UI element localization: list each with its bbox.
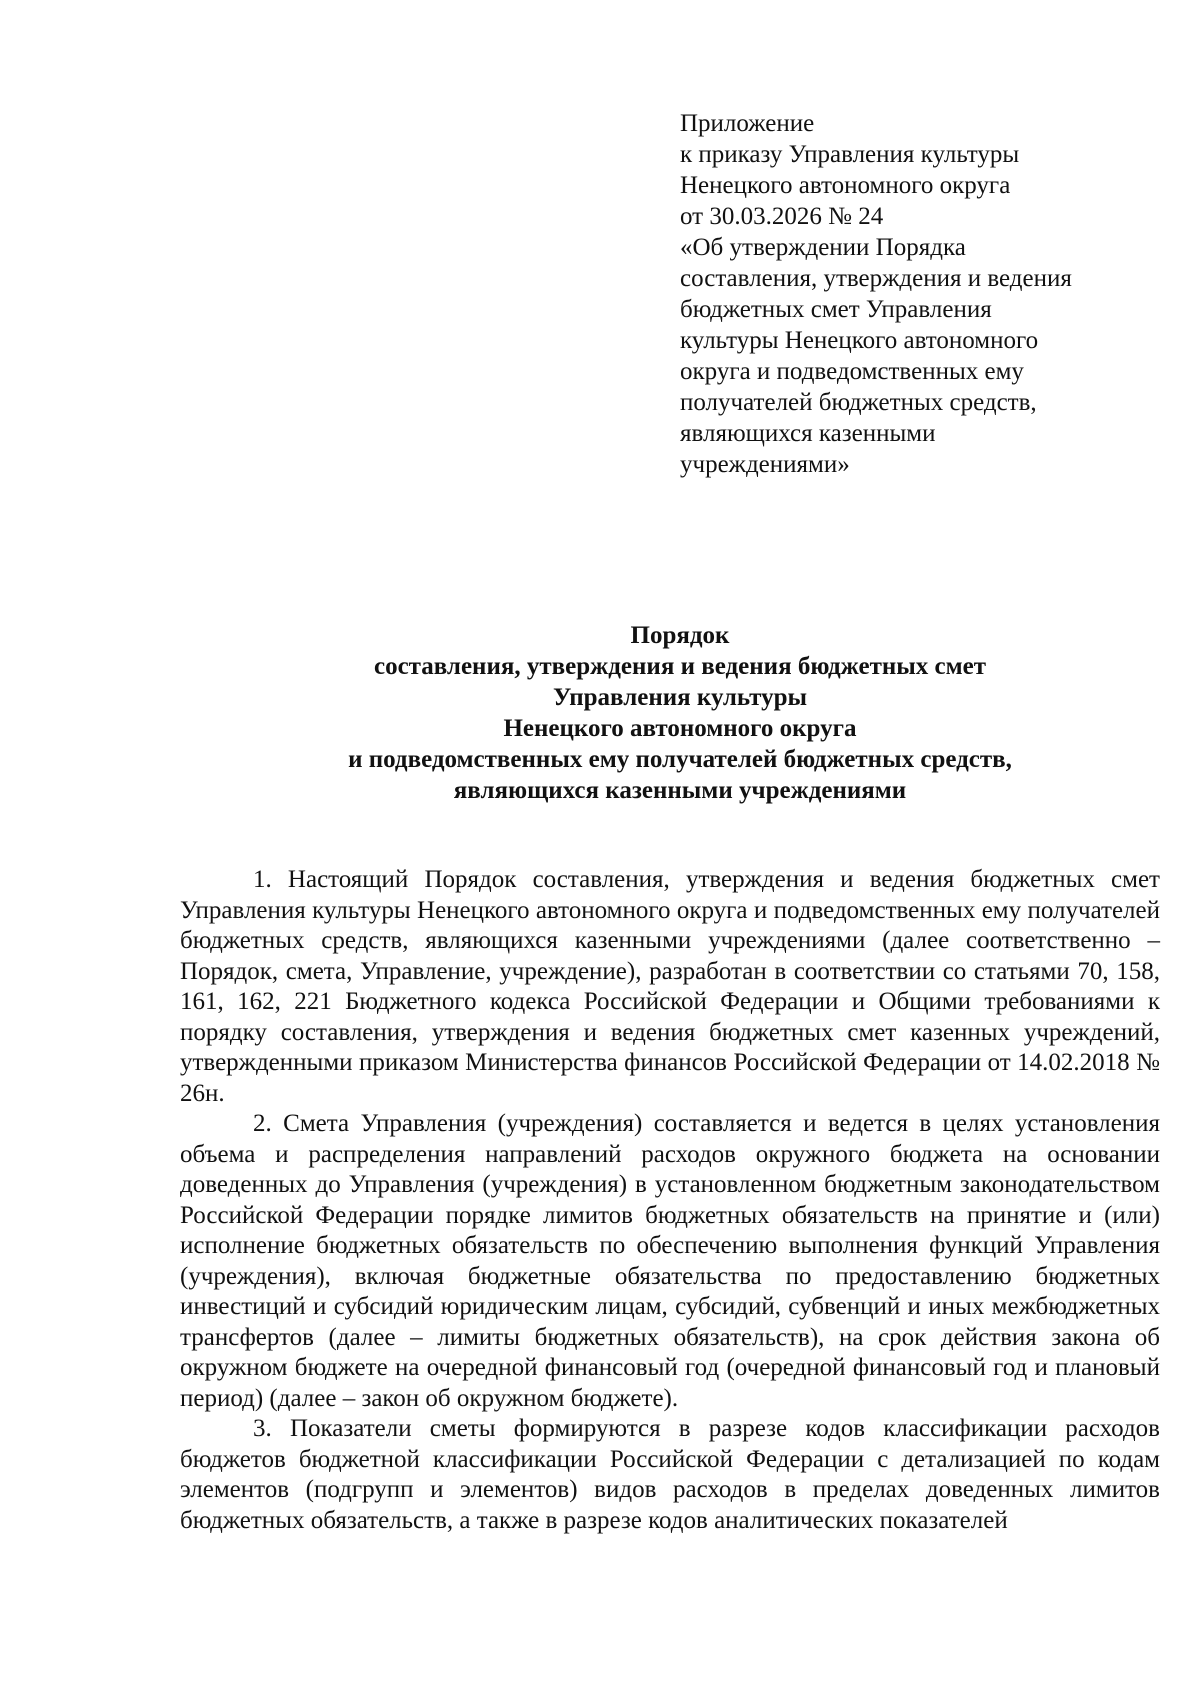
document-body bbox=[180, 865, 1160, 1536]
document-title bbox=[180, 620, 1180, 806]
paragraph-2: 2. Смета Управления (учреждения) составляется и ведется в целях установления объема и распределения направлений расходов окружного бюджета на основании доведенных до Управления (учреждения) в установленном бюджетным законодательством Российской Федерации порядке лимитов бюджетных обязательств на принятие и (или) исполнение бюджетных обязательств по обеспечению выполнения функций Управления (учреждения), включая бюджетные обязательства по предоставлению бюджетных инвестиций и субсидий юридическим лицам, субсидий, субвенций и иных межбюджетных трансфертов (далее – лимиты бюджетных обязательств), на срок действия закона об окружном бюджете на очередной финансовый год (очередной финансовый год и плановый период) (далее – закон об окружном бюджете). bbox=[180, 1110, 1160, 1412]
annex-line: бюджетных смет Управления bbox=[680, 296, 992, 323]
annex-line: составления, утверждения и ведения bbox=[680, 265, 1072, 292]
title-line: Управления культуры bbox=[552, 684, 808, 711]
annex-line: являющихся казенными bbox=[680, 420, 936, 447]
title-line: Ненецкого автономного округа bbox=[503, 715, 857, 742]
annex-line: Приложение bbox=[680, 110, 815, 137]
annex-line: округа и подведомственных ему bbox=[680, 358, 1024, 385]
paragraph-1: 1. Настоящий Порядок составления, утверждения и ведения бюджетных смет Управления культуры Ненецкого автономного округа и подведомственных ему получателей бюджетных средств, являющихся казенными учреждениями (далее соответственно – Порядок, смета, Управление, учреждение), разработан в соответствии со статьями 70, 158, 161, 162, 221 Бюджетного кодекса Российской Федерации и Общими требованиями к порядку составления, утверждения и ведения бюджетных смет казенных учреждений, утвержденными приказом Министерства финансов Российской Федерации от 14.02.2018 № 26н. bbox=[180, 866, 1160, 1107]
title-line: являющихся казенными учреждениями bbox=[453, 777, 907, 804]
annex-header bbox=[680, 108, 1140, 480]
annex-line: от 30.03.2026 № 24 bbox=[680, 203, 884, 230]
annex-line: получателей бюджетных средств, bbox=[680, 389, 1037, 416]
title-line: Порядок bbox=[630, 622, 730, 649]
paragraph-3: 3. Показатели сметы формируются в разрезе кодов классификации расходов бюджетов бюджетной классификации Российской Федерации с детализацией по кодам элементов (подгрупп и элементов) видов расходов в пределах доведенных лимитов бюджетных обязательств, а также в разрезе кодов аналитических показателей bbox=[180, 1415, 1160, 1534]
annex-line: «Об утверждении Порядка bbox=[680, 234, 966, 261]
title-line: и подведомственных ему получателей бюджетных средств, bbox=[348, 746, 1012, 773]
annex-line: культуры Ненецкого автономного bbox=[680, 327, 1039, 354]
title-line: составления, утверждения и ведения бюджетных смет bbox=[373, 653, 987, 680]
annex-line: учреждениями» bbox=[680, 451, 850, 478]
annex-line: к приказу Управления культуры bbox=[680, 141, 1020, 168]
annex-line: Ненецкого автономного округа bbox=[680, 172, 1011, 199]
